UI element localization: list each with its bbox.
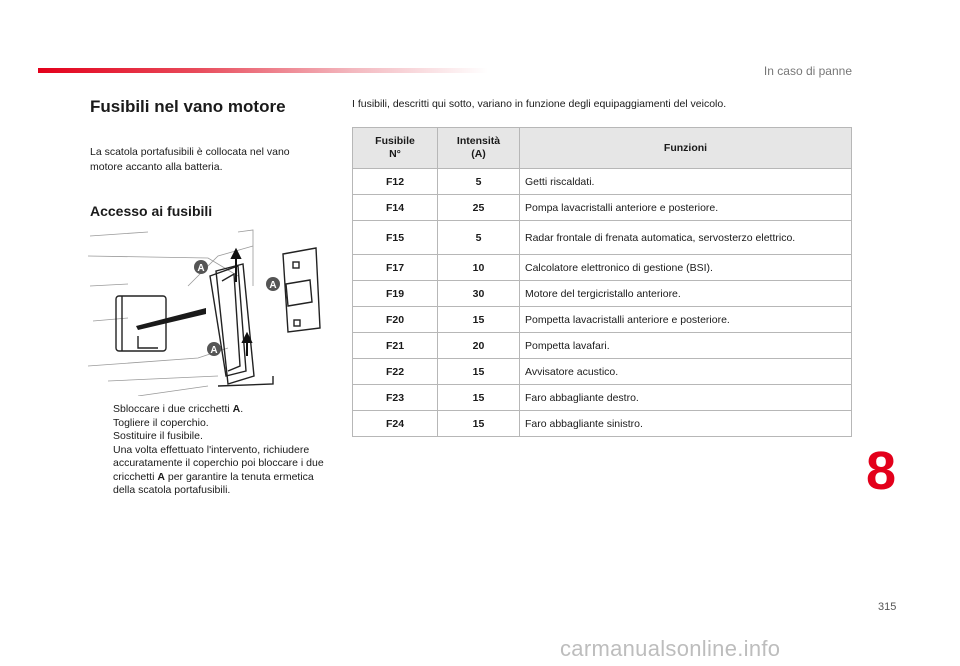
col-header-fuse: Fusibile N°: [353, 128, 438, 169]
callout-a-top: [194, 260, 208, 274]
step-item: Sostituire il fusibile.: [113, 430, 203, 442]
col-header-functions: Funzioni: [520, 128, 852, 169]
watermark: carmanualsonline.info: [560, 636, 781, 661]
callout-a-right: [266, 277, 280, 291]
subsection-title: Accesso ai fusibili: [90, 203, 213, 219]
col-header-amperage: Intensità (A): [438, 128, 520, 169]
fusebox-illustration: [88, 226, 328, 396]
table-row: F12 5 Getti riscaldati.: [353, 169, 852, 195]
table-row: F14 25 Pompa lavacristalli anteriore e posteriore.: [353, 195, 852, 221]
table-row: F17 10 Calcolatore elettronico di gestione (BSI).: [353, 255, 852, 281]
callout-a-bottom: [207, 342, 221, 356]
svg-text:A: A: [210, 345, 218, 356]
procedure-steps: [90, 403, 335, 498]
chapter-number: 8: [866, 441, 897, 501]
table-row: F20 15 Pompetta lavacristalli anteriore e posteriore.: [353, 307, 852, 333]
intro-paragraph: La scatola portafusibili è collocata nel vano motore accanto alla batteria.: [90, 146, 290, 173]
fuse-table: [352, 127, 852, 437]
svg-text:A: A: [197, 263, 205, 274]
step-item: Togliere il coperchio.: [113, 416, 209, 429]
page-number: 315: [878, 601, 897, 613]
table-row: F15 5 Radar frontale di frenata automatica, servosterzo elettrico.: [353, 221, 852, 255]
svg-text:A: A: [269, 280, 277, 291]
table-row: F23 15 Faro abbagliante destro.: [353, 385, 852, 411]
step-item: Sbloccare i due cricchetti A.: [113, 403, 244, 415]
section-header: In caso di panne: [763, 64, 852, 78]
table-row: F22 15 Avvisatore acustico.: [353, 359, 852, 385]
header-accent-bar: [38, 68, 488, 73]
table-lead-text: I fusibili, descritti qui sotto, variano in funzione degli equipaggiamenti del veicolo.: [352, 98, 727, 110]
table-row: F21 20 Pompetta lavafari.: [353, 333, 852, 359]
step-item: Una volta effettuato l'intervento, richiudere accuratamente il coperchio poi bloccare i due cricchetti A per garantire la tenuta ermetica della scatola portafusibili.: [113, 443, 324, 496]
page-title: Fusibili nel vano motore: [90, 97, 286, 116]
table-row: F19 30 Motore del tergicristallo anteriore.: [353, 281, 852, 307]
table-row: F24 15 Faro abbagliante sinistro.: [353, 411, 852, 437]
table-header-row: [353, 128, 852, 169]
